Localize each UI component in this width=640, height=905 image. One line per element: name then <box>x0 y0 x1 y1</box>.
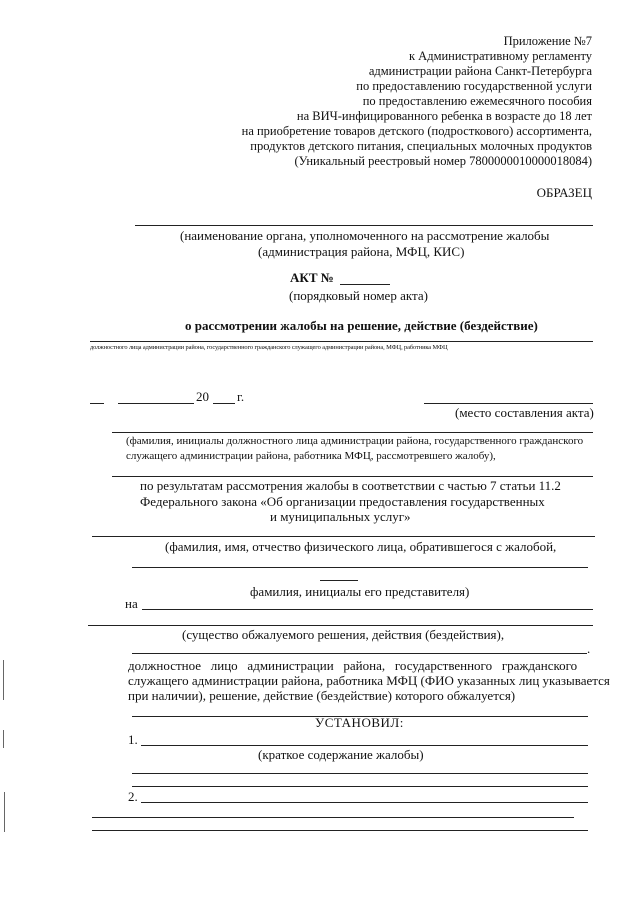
organ-field-line <box>135 225 593 226</box>
item-2-line-2 <box>92 817 574 818</box>
item-1-caption: (краткое содержание жалобы) <box>258 747 424 762</box>
scan-artifact <box>3 730 4 748</box>
year-field-line <box>213 403 235 404</box>
essence-caption: (существо обжалуемого решения, действия (бездействия), <box>182 627 505 642</box>
item-2-line <box>141 802 588 803</box>
trailing-dot: . <box>587 641 591 656</box>
header-line: к Административному регламенту <box>408 49 592 63</box>
organ-caption-2: (администрация района, МФЦ, КИС) <box>258 244 465 259</box>
place-caption: (место составления акта) <box>455 405 594 420</box>
appendix-title: Приложение №7 <box>503 34 592 48</box>
act-label: АКТ № <box>290 270 334 285</box>
item-1-line <box>141 745 588 746</box>
rep-short-line <box>320 580 358 581</box>
scan-artifact <box>3 660 4 700</box>
header-line: на ВИЧ-инфицированного ребенка в возрасте до 18 лет <box>296 109 592 123</box>
header-line: администрации района Санкт-Петербурга <box>368 64 592 78</box>
on-field-line <box>142 609 593 610</box>
month-field-line <box>118 403 194 404</box>
item-1-line-2 <box>132 773 588 774</box>
year-suffix: г. <box>237 389 245 404</box>
official-field-line-2 <box>112 476 593 477</box>
essence-field-line-2 <box>132 653 587 654</box>
year-prefix: 20 <box>196 389 209 404</box>
act-subject: о рассмотрении жалобы на решение, действие (бездействие) <box>185 318 538 333</box>
item-1-line-3 <box>132 786 588 787</box>
registry-number: (Уникальный реестровый номер 7800000010000018084) <box>294 154 592 168</box>
results-line-2: Федерального закона «Об организации предоставления государственных <box>140 494 545 509</box>
sample-label: ОБРАЗЕЦ <box>536 185 592 200</box>
header-line: на приобретение товаров детского (подросткового) ассортимента, <box>241 124 592 138</box>
item-2-number: 2. <box>128 789 138 804</box>
official-para-3: при наличии), решение, действие (бездействие) которого обжалуется) <box>128 688 516 703</box>
item-1-number: 1. <box>128 732 138 747</box>
results-line-1: по результатам рассмотрения жалобы в соответствии с частью 7 статьи 11.2 <box>140 478 561 493</box>
scan-artifact <box>4 792 5 832</box>
header-line: по предоставлению государственной услуги <box>356 79 592 93</box>
applicant-field-line-2 <box>132 567 588 568</box>
day-field-line <box>90 403 104 404</box>
official-field-line <box>112 432 593 433</box>
official-para-2: служащего администрации района, работника МФЦ (ФИО указанных лиц указывается <box>128 673 610 688</box>
official-caption-1: (фамилия, инициалы должностного лица администрации района, государственного гражданского <box>126 435 584 447</box>
on-label: на <box>125 596 138 611</box>
item-2-line-3 <box>92 830 588 831</box>
applicant-field-line <box>92 536 595 537</box>
rep-caption: фамилия, инициалы его представителя) <box>250 584 470 599</box>
official-caption-2: служащего администрации района, работника МФЦ, рассмотревшего жалобу), <box>126 450 496 462</box>
place-field-line <box>424 403 593 404</box>
essence-field-line <box>88 625 593 626</box>
applicant-caption: (фамилия, имя, отчество физического лица, обратившегося с жалобой, <box>165 539 557 554</box>
results-line-3: и муниципальных услуг» <box>270 509 411 524</box>
official-para-1: должностное лицо администрации района, государственного гражданского <box>128 658 578 673</box>
official-small-line <box>90 341 593 342</box>
header-line: продуктов детского питания, специальных молочных продуктов <box>250 139 592 153</box>
established-heading: УСТАНОВИЛ: <box>315 715 404 730</box>
act-number-line <box>340 284 390 285</box>
organ-caption-1: (наименование органа, уполномоченного на рассмотрение жалобы <box>180 228 550 243</box>
official-small-caption: должностного лица администрации района, государственного гражданского служащего администрации района, МФЦ, работника МФЦ <box>90 344 448 351</box>
act-number-caption: (порядковый номер акта) <box>289 288 428 303</box>
header-line: по предоставлению ежемесячного пособия <box>362 94 592 108</box>
